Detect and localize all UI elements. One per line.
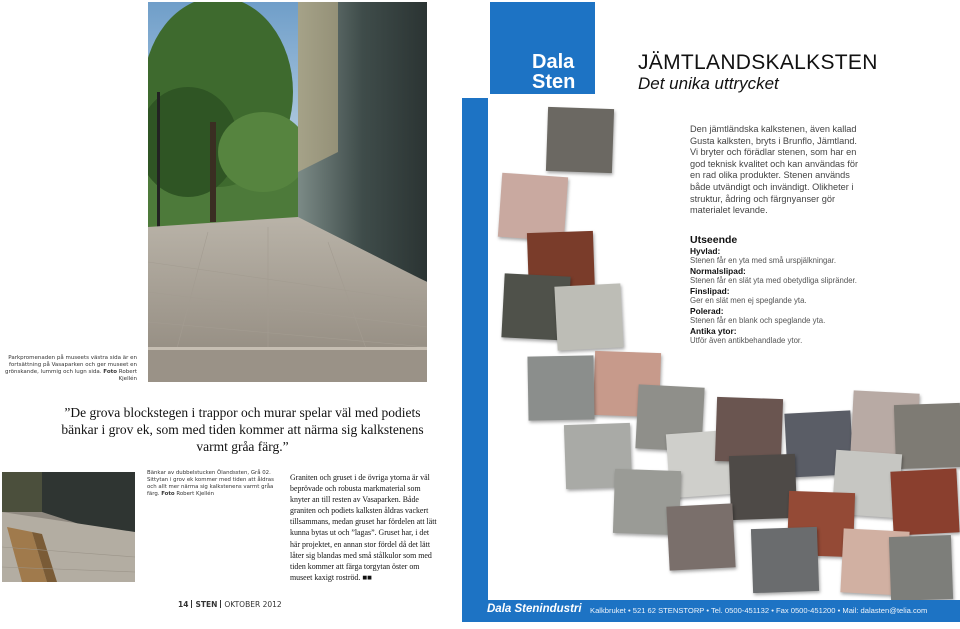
property-desc: Stenen får en slät yta med obetydliga slipränder. [690,276,857,285]
property-item [690,246,870,266]
stone-sample-tile [666,503,735,570]
stone-sample-tile [729,454,797,520]
logo-line2: Sten [532,71,576,93]
magazine-name: STEN [195,600,218,609]
stone-sample-tile [527,355,594,420]
property-term: Hyvlad: [690,246,721,256]
credit-label: Foto [103,369,118,375]
property-desc: Stenen får en yta med små urspjälkningar. [690,256,837,265]
property-desc: Ger en slät men ej speglande yta. [690,296,807,305]
caption-text: Parkpromenaden på museets västra sida är en fortsättning på Vasaparken och ger museet en grönskande, lummig och lugn sida. [5,355,137,375]
folio [178,600,282,609]
building-photo [148,2,427,382]
appearance-heading: Utseende [690,234,738,246]
property-term: Polerad: [690,306,724,316]
stone-sample-tile [751,527,819,593]
stone-sample-tile [894,403,960,469]
footer-contact: Kalkbruket • 521 62 STENSTORP • Tel. 0500-451132 • Fax 0500-451200 • Mail: dalasten@telia.com [590,606,928,615]
article-body: Graniten och gruset i de övriga ytorna är väl beprövade och robusta markmaterial som knyter an till resten av Vasaparken. Både graniten och podiets kalksten åldras vackert tillsammans, medan gruset har fördelen att lätt kunna bytas ut och ”lagas”. Gruset har, i det här projektet, en annan stor fördel då det lätt låter sig blandas med små stålkulor som med tiden kommer att färga torgytan öster om museet kaxigt roströd. ■■ [290,473,437,582]
property-item [690,286,870,306]
photo-top-caption [2,355,137,383]
folio-divider [191,600,192,608]
stone-sample-tile [890,468,959,535]
pull-quote: ”De grova blockstegen i trappor och murar spelar väl med podiets bänkar i grov ek, som med tiden kommer att närma sig kalkstenens varmt gråa färg.” [61,405,424,454]
ad-side-bar [462,98,488,602]
credit-name: Robert Kjellén [176,491,215,497]
page-number: 14 [178,600,189,609]
stone-sample-tile [554,283,623,350]
appearance-list [690,234,870,346]
issue-date: OKTOBER 2012 [224,600,282,609]
property-item [690,326,870,346]
stone-sample-tile [546,107,614,173]
credit-label: Foto [161,491,175,497]
caption-text: Bänkar av dubbelstucken Ölandssten, Grå 02. Sittytan i grov ek kommer med tiden att åldras och allt mer närma sig kalkstenens varmt gråa färg. [147,470,274,497]
stone-sample-tile [715,397,783,463]
ad-headline: JÄMTLANDSKALKSTEN [638,51,878,74]
logo-line1: Dala [532,51,575,73]
stone-sample-tile [889,535,953,601]
property-item [690,266,870,286]
property-item [690,306,870,326]
credit-name: Robert Kjellén [118,369,137,382]
bench-photo [2,472,135,582]
dalasten-logo [490,2,595,94]
stone-sample-tile [498,173,568,241]
property-term: Normalslipad: [690,266,746,276]
property-desc: Stenen får en blank och speglande yta. [690,316,826,325]
ad-subhead: Det unika uttrycket [638,74,779,93]
property-desc: Utför även antikbehandlade ytor. [690,336,803,345]
ad-intro: Den jämtländska kalkstenen, även kallad Gusta kalksten, bryts i Brunflo, Jämtland. Vi bryter och förädlar stenen, som har en god teknisk kvalitet och kan användas för en rad olika produkter. Stenen används både utvändigt och invändigt. Olikheter i struktur, ådring och färgnyanser gör materialet levande. [690,124,859,216]
folio-divider [220,600,221,608]
property-term: Finslipad: [690,286,730,296]
photo-bottom-caption [147,470,275,498]
property-term: Antika ytor: [690,326,737,336]
footer-brand: Dala Stenindustri [487,603,582,615]
